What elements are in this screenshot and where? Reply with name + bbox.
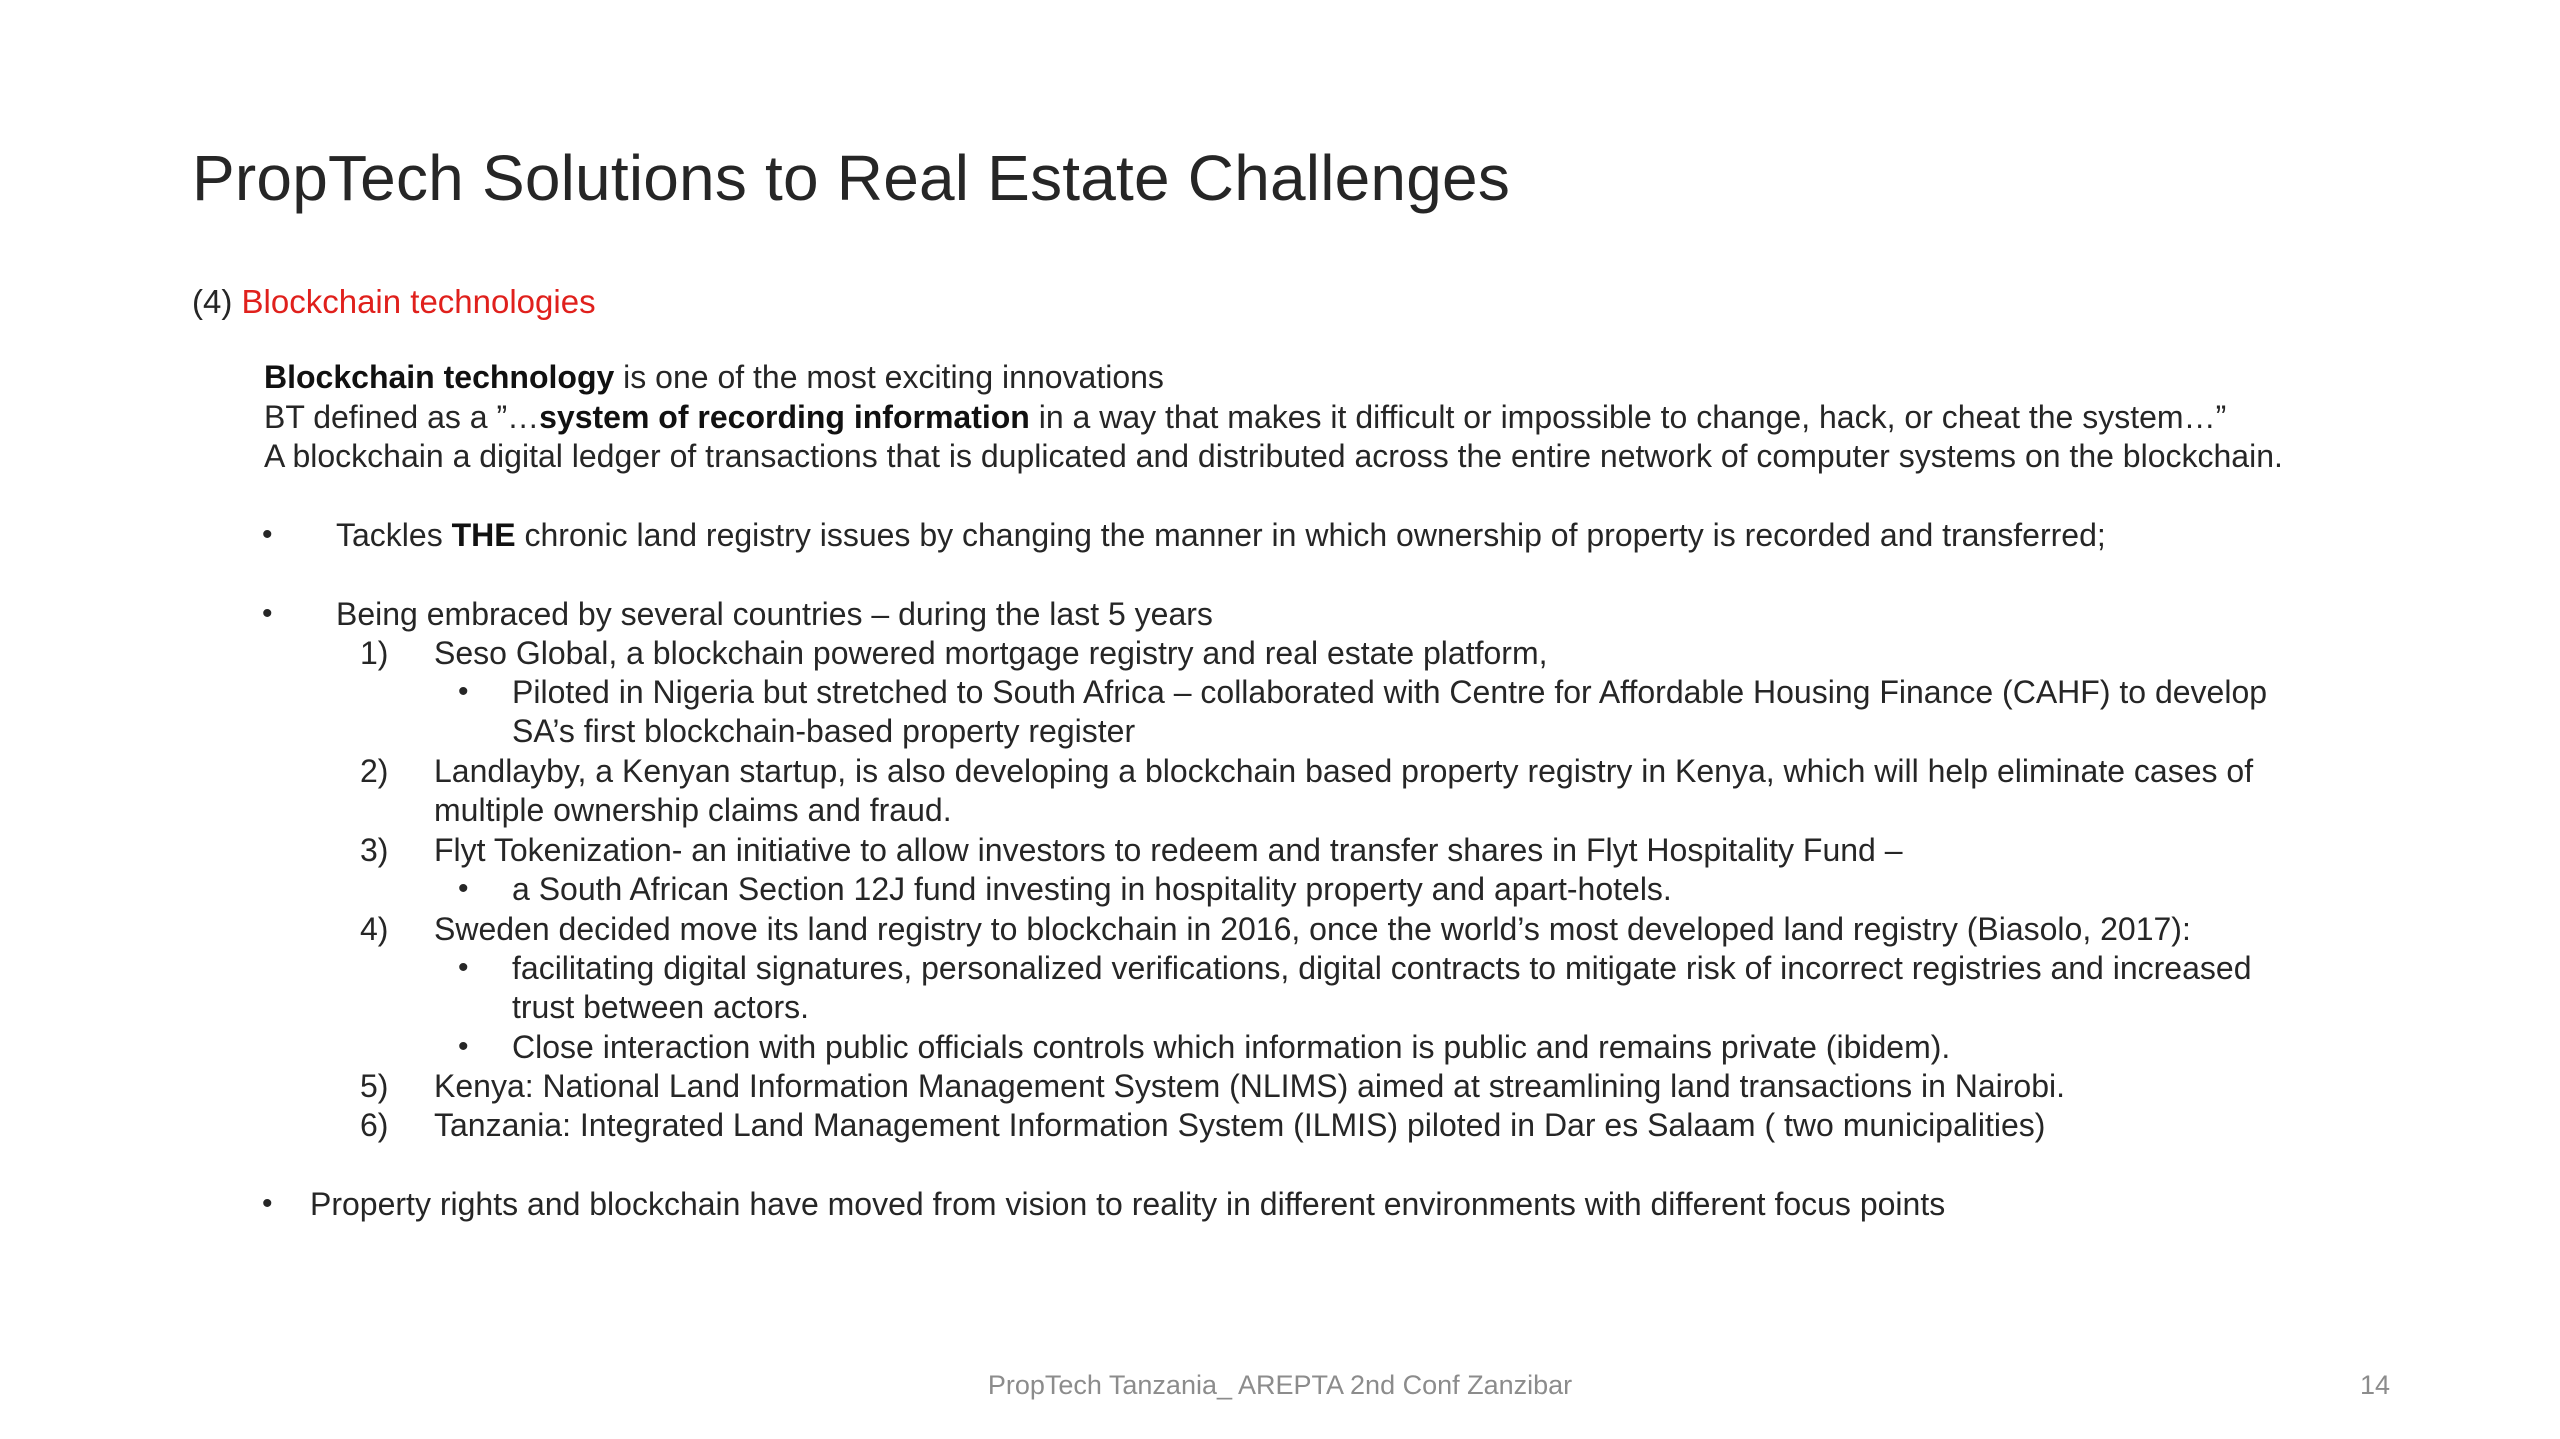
intro-line-3: A blockchain a digital ledger of transactions that is duplicated and distributed across the entire network of computer systems on the blockchain. [264,438,2283,474]
bullet-1-rest: chronic land registry issues by changing the manner in which ownership of property is recorded and transferred; [515,517,2106,553]
intro-line-1-text: is one of the most exciting innovations [614,359,1164,395]
bullet-marker: • [262,518,273,551]
sub-item-text: facilitating digital signatures, personalized verifications, digital contracts to mitigate risk of incorrect registries and increased [512,950,2252,986]
page-number: 14 [2359,1370,2390,1400]
sub-item-text: SA’s first blockchain-based property register [512,713,1136,749]
intro-bold-term: Blockchain technology [264,359,615,395]
intro-line-2 [264,397,2226,437]
intro-line-2-start: BT defined as a ”… [264,399,540,435]
intro-line-2-bold: system of recording information [539,399,1030,435]
list-item-number: 2) [360,753,389,789]
sub-item-text: a South African Section 12J fund investing in hospitality property and apart-hotels. [512,871,1672,907]
list-item-number: 4) [360,911,389,947]
bullet-marker: • [262,1187,273,1220]
section-title: Blockchain technologies [241,283,596,320]
slide-footer: PropTech Tanzania_ AREPTA 2nd Conf Zanzibar [987,1370,1573,1400]
sub-bullet-marker: • [458,1030,469,1063]
bullet-1-start: Tackles [336,517,452,553]
intro-line-1 [264,357,1164,397]
list-item-text: Landlayby, a Kenyan startup, is also developing a blockchain based property registry in Kenya, which will help eliminate cases of [434,753,2254,789]
list-item-text: Kenya: National Land Information Management System (NLIMS) aimed at streamlining land transactions in Nairobi. [434,1068,2066,1104]
bullet-marker: • [262,597,273,630]
bullet-3-text: Property rights and blockchain have moved from vision to reality in different environments with different focus points [310,1186,1946,1222]
sub-bullet-marker: • [458,872,469,905]
sub-item-text: Piloted in Nigeria but stretched to South Africa – collaborated with Centre for Affordable Housing Finance (CAHF) to develop [512,674,2268,710]
sub-item-text: trust between actors. [512,989,810,1025]
intro-line-2-rest: in a way that makes it difficult or impossible to change, hack, or cheat the system…” [1029,399,2227,435]
bullet-2-text: Being embraced by several countries – during the last 5 years [336,596,1213,632]
bullet-1-text [336,515,2106,555]
list-item-text: Sweden decided move its land registry to blockchain in 2016, once the world’s most developed land registry (Biasolo, 2017): [434,911,2191,947]
bullet-1-bold: THE [451,517,516,553]
section-heading [192,282,596,322]
list-item-number: 6) [360,1107,389,1143]
list-item-text: Seso Global, a blockchain powered mortgage registry and real estate platform, [434,635,1548,671]
list-item-text: Flyt Tokenization- an initiative to allow investors to redeem and transfer shares in Flyt Hospitality Fund – [434,832,1903,868]
list-item-number: 1) [360,635,389,671]
list-item-number: 5) [360,1068,389,1104]
slide-title: PropTech Solutions to Real Estate Challenges [192,142,1511,214]
list-item-number: 3) [360,832,389,868]
sub-bullet-marker: • [458,951,469,984]
sub-item-text: Close interaction with public officials controls which information is public and remains private (ibidem). [512,1029,1951,1065]
list-item-text: Tanzania: Integrated Land Management Information System (ILMIS) piloted in Dar es Salaam ( two municipalities) [434,1107,2046,1143]
sub-bullet-marker: • [458,675,469,708]
section-number: (4) [192,283,233,320]
list-item-text: multiple ownership claims and fraud. [434,792,952,828]
